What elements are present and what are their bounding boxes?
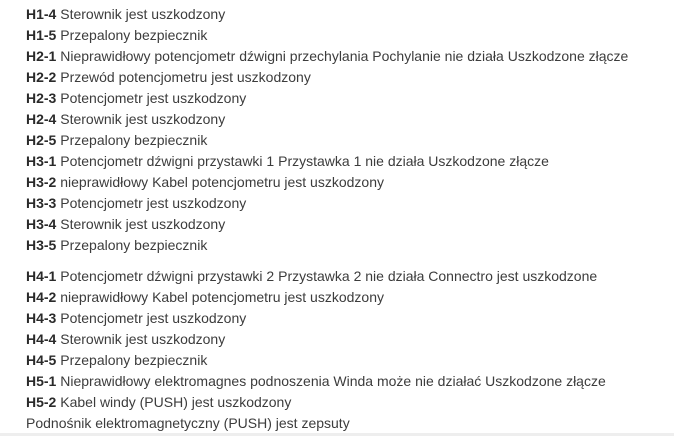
error-description: Podnośnik elektromagnetyczny (PUSH) jest zepsuty [26,415,350,431]
error-description: Przewód potencjometru jest uszkodzony [60,69,311,85]
error-code: H4-4 [26,331,57,347]
error-line-h4-5 [26,350,674,371]
error-code: H4-3 [26,310,57,326]
error-line-h3-1 [26,151,674,172]
error-code: H4-5 [26,352,57,368]
error-code-list [26,4,674,434]
error-description: Sterownik jest uszkodzony [60,111,226,127]
error-code: H3-2 [26,174,57,190]
error-code: H2-1 [26,48,57,64]
error-line-h1-5 [26,25,674,46]
error-code: H1-5 [26,27,57,43]
error-description: Sterownik jest uszkodzony [60,331,226,347]
error-description: nieprawidłowy Kabel potencjometru jest uszkodzony [60,174,384,190]
error-line-h2-5 [26,130,674,151]
error-code: H3-1 [26,153,57,169]
error-line-h4-1 [26,266,674,287]
error-description: Sterownik jest uszkodzony [60,6,226,22]
error-description: Kabel windy (PUSH) jest uszkodzony [60,394,292,410]
error-description: Potencjometr jest uszkodzony [60,310,247,326]
error-line-h5-2 [26,392,674,413]
error-code: H4-2 [26,289,57,305]
error-description: Przepalony bezpiecznik [60,237,208,253]
error-code: H1-4 [26,6,57,22]
error-description: Nieprawidłowy elektromagnes podnoszenia Winda może nie działać Uszkodzone złącze [60,373,606,389]
error-description: nieprawidłowy Kabel potencjometru jest uszkodzony [60,289,384,305]
error-code: H2-3 [26,90,57,106]
error-line-h4-3 [26,308,674,329]
error-code: H3-5 [26,237,57,253]
error-description: Nieprawidłowy potencjometr dźwigni przechylania Pochylanie nie działa Uszkodzone złącze [60,48,629,64]
error-line-h2-4 [26,109,674,130]
error-line-h3-2 [26,172,674,193]
error-description: Przepalony bezpiecznik [60,132,208,148]
error-line-h2-2 [26,67,674,88]
error-code: H3-4 [26,216,57,232]
error-description: Potencjometr jest uszkodzony [60,195,247,211]
error-code: H2-4 [26,111,57,127]
error-code: H2-5 [26,132,57,148]
error-line-h3-3 [26,193,674,214]
error-code: H3-3 [26,195,57,211]
error-line-continuation [26,413,674,434]
error-description: Przepalony bezpiecznik [60,27,208,43]
error-description: Przepalony bezpiecznik [60,352,208,368]
error-code: H4-1 [26,268,57,284]
error-description: Potencjometr dźwigni przystawki 1 Przystawka 1 nie działa Uszkodzone złącze [60,153,549,169]
error-line-h3-5 [26,235,674,256]
error-line-h1-4 [26,4,674,25]
error-line-h5-1 [26,371,674,392]
error-description: Potencjometr dźwigni przystawki 2 Przystawka 2 nie działa Connectro jest uszkodzone [60,268,598,284]
error-line-h4-4 [26,329,674,350]
error-line-h3-4 [26,214,674,235]
error-line-h4-2 [26,287,674,308]
error-code: H5-1 [26,373,57,389]
error-description: Potencjometr jest uszkodzony [60,90,247,106]
error-description: Sterownik jest uszkodzony [60,216,226,232]
error-line-h2-1 [26,46,674,67]
error-code: H2-2 [26,69,57,85]
error-code: H5-2 [26,394,57,410]
error-line-h2-3 [26,88,674,109]
